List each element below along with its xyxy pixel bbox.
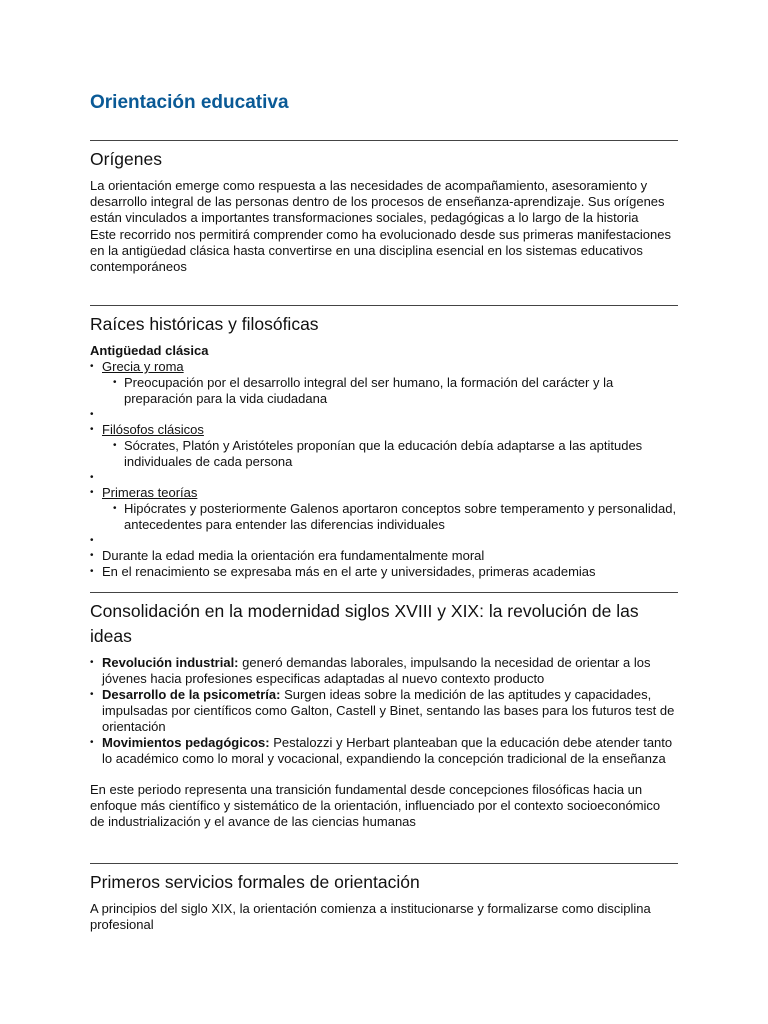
- list-item: [90, 687, 678, 735]
- list-spacer: [90, 470, 678, 485]
- consolidacion-closing: En este periodo representa una transición fundamental desde concepciones filosóficas hacia un enfoque más científico y sistemático de la orientación, influenciado por el contexto socioeconómico de industrialización y el avance de las ciencias humanas: [90, 782, 661, 830]
- list-item-label: Primeras teorías: [102, 485, 198, 500]
- list-item: • En el renacimiento se expresaba más en el arte y universidades, primeras academias: [90, 564, 678, 580]
- section-heading-consolidacion: Consolidación en la modernidad siglos XVIII y XIX: la revolución de las ideas: [90, 601, 639, 646]
- subtitle-antiguedad: Antigüedad clásica: [90, 343, 209, 358]
- section-heading-raices: Raíces históricas y filosóficas: [90, 314, 319, 334]
- sub-list-item: • Hipócrates y posteriormente Galenos aportaron conceptos sobre temperamento y personalidad, antecedentes para entender las diferencias individuales: [113, 501, 678, 533]
- sub-list: [102, 501, 678, 533]
- list-item-label: Grecia y roma: [102, 359, 184, 374]
- origenes-paragraph-1: La orientación emerge como respuesta a las necesidades de acompañamiento, asesoramiento y desarrollo integral de las personas dentro de los procesos de enseñanza-aprendizaje. Sus orígenes están vinculados a importantes transformaciones sociales, pedagógicas a lo largo de la historia: [90, 178, 665, 226]
- paragraph-spacer: [90, 767, 678, 782]
- list-item-label: Filósofos clásicos: [102, 422, 204, 437]
- section-raices: [90, 305, 678, 580]
- origenes-paragraph-2: Este recorrido nos permitirá comprender como ha evolucionado desde sus primeras manifestaciones en la antigüedad clásica hasta convertirse en una disciplina esencial en los sistemas educativos contemporáneos: [90, 226, 671, 275]
- list-item-term: Movimientos pedagógicos:: [102, 735, 270, 750]
- list-item-text: Pestalozzi y Herbart planteaban que la educación debe atender tanto lo académico como lo moral y vocacional, expandiendo la concepción tradicional de la enseñanza: [102, 735, 673, 766]
- sub-list: [102, 438, 678, 470]
- list-item-term: Desarrollo de la psicometría:: [102, 687, 281, 702]
- list-spacer: [90, 533, 678, 548]
- section-heading-origenes: Orígenes: [90, 149, 162, 169]
- section-heading-primeros: Primeros servicios formales de orientación: [90, 872, 420, 892]
- section-origenes: [90, 140, 678, 275]
- list-item-text: Surgen ideas sobre la medición de las aptitudes y capacidades, impulsadas por científicos como Galton, Castell y Binet, sentando las bases para los futuros test de orientación: [102, 687, 675, 734]
- list-item: [90, 359, 678, 407]
- raices-list: [90, 359, 678, 580]
- sub-list-item: • Sócrates, Platón y Aristóteles proponían que la educación debía adaptarse a las aptitudes individuales de cada persona: [113, 438, 678, 470]
- document-title: Orientación educativa: [90, 92, 289, 113]
- section-divider: [90, 863, 678, 864]
- list-item: [90, 422, 678, 470]
- list-item-text: generó demandas laborales, impulsando la necesidad de orientar a los jóvenes hacia profesiones especificas adaptadas al nuevo contexto producto: [102, 655, 651, 686]
- list-item: [90, 485, 678, 533]
- primeros-paragraph-1: A principios del siglo XIX, la orientación comienza a institucionarse y formalizarse como disciplina profesional: [90, 901, 651, 933]
- sub-list-item: • Preocupación por el desarrollo integral del ser humano, la formación del carácter y la preparación para la vida ciudadana: [113, 375, 678, 407]
- section-consolidacion: [90, 592, 678, 831]
- section-divider: [90, 305, 678, 306]
- list-spacer: [90, 407, 678, 422]
- list-item: [90, 735, 678, 767]
- section-divider: [90, 592, 678, 593]
- consolidacion-list: [90, 655, 678, 767]
- list-item-term: Revolución industrial:: [102, 655, 239, 670]
- section-divider: [90, 140, 678, 141]
- list-item: • Durante la edad media la orientación era fundamentalmente moral: [90, 548, 678, 564]
- sub-list: [102, 375, 678, 407]
- list-item: [90, 655, 678, 687]
- section-primeros: [90, 863, 678, 933]
